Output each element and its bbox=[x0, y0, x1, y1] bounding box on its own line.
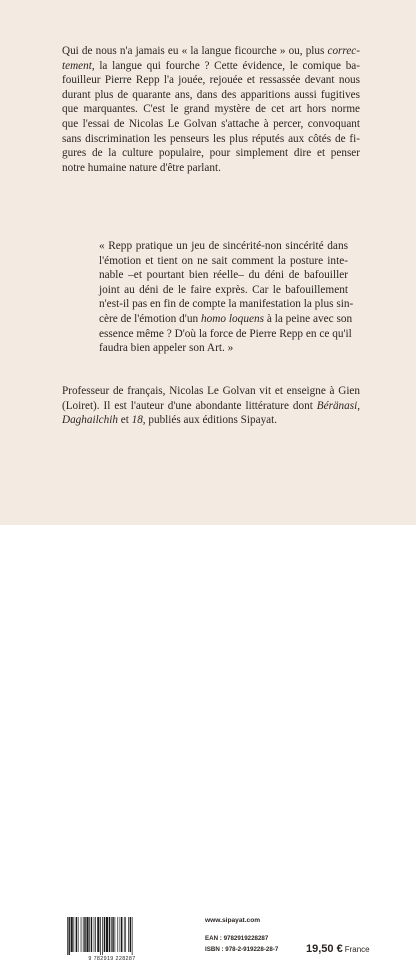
barcode-bar bbox=[100, 917, 101, 955]
isbn-code: ISBN : 978-2-919228-28-7 bbox=[205, 946, 279, 953]
price bbox=[306, 939, 370, 957]
barcode-bar bbox=[76, 917, 77, 952]
price-amount: 19,50 € bbox=[306, 943, 343, 955]
barcode-bar bbox=[121, 917, 122, 952]
barcode-bar bbox=[94, 917, 95, 952]
footer bbox=[0, 456, 416, 962]
barcode-bar bbox=[124, 917, 125, 952]
barcode-bar bbox=[132, 917, 133, 955]
barcode-bar bbox=[73, 917, 74, 952]
barcode-bar bbox=[120, 917, 121, 952]
price-country: France bbox=[344, 945, 370, 954]
barcode-bar bbox=[78, 917, 79, 952]
barcode-bar bbox=[125, 917, 126, 952]
barcode-bar bbox=[71, 917, 73, 952]
barcode-bar bbox=[97, 917, 99, 952]
blurb-paragraph: Qui de nous n'a jamais eu « la langue ficourche » ou, plus correc- tement, la langue qui fourche ? Cette évidence, le comique ba- fouilleur Pierre Repp l'a jouée, rejouée et ressassée devant nous durant plus de quarante ans, dans des apparitions aussi fugitives que marquantes. C'est le grand mystère de cet art hors norme que l'essai de Nicolas Le Golvan s'attache à percer, convoquant sans discrimination les penseurs les plus réputés aux côtés de fi- gures de la culture populaire, pour simplement dire et penser notre humaine nature d'être parlant. bbox=[62, 45, 360, 174]
barcode-bar bbox=[67, 917, 68, 955]
barcode-bar bbox=[95, 917, 96, 952]
publisher-website[interactable]: www.sipayat.com bbox=[205, 917, 261, 924]
barcode-bars bbox=[64, 915, 160, 955]
barcode-bar bbox=[104, 917, 105, 952]
barcode-bar bbox=[112, 917, 113, 952]
quote-block: « Repp pratique un jeu de sincérité-non sincérité dans l'émotion et tient on ne sait comment la posture inte- nable –et pourtant bien réelle– du déni de bafouiller joint au déni de le faire exprès. Car le bafouillement n'est-il pas en fin de compte la manifestation la plus sin- cère de l'émotion d'un homo loquens à la peine avec son essence même ? D'où la force de Pierre Repp en ce qu'il faudra bien appeler son Art. » bbox=[99, 240, 354, 355]
barcode bbox=[64, 915, 160, 955]
barcode-bar bbox=[111, 917, 112, 952]
barcode-digits: 9 782919 228287 bbox=[64, 956, 160, 962]
barcode-bar bbox=[68, 917, 69, 955]
barcode-bar bbox=[102, 917, 103, 955]
barcode-bar bbox=[130, 917, 131, 952]
barcode-bar bbox=[83, 917, 84, 952]
barcode-bar bbox=[117, 917, 118, 952]
barcode-bar bbox=[128, 917, 129, 952]
barcode-bar bbox=[89, 917, 90, 952]
barcode-bar bbox=[91, 917, 92, 952]
barcode-bar bbox=[81, 917, 82, 952]
barcode-bar bbox=[106, 917, 108, 952]
ean-code: EAN : 9782919228287 bbox=[205, 935, 269, 942]
barcode-bar bbox=[86, 917, 88, 952]
author-bio: Professeur de français, Nicolas Le Golvan vit et enseigne à Gien (Loiret). Il est l'auteur d'une abondante littérature dont Béränasi, Daghailchih et 18, publiés aux éditions Sipayat. bbox=[62, 385, 360, 427]
barcode-bar bbox=[84, 917, 85, 952]
barcode-bar bbox=[109, 917, 110, 952]
barcode-bar bbox=[115, 917, 116, 952]
